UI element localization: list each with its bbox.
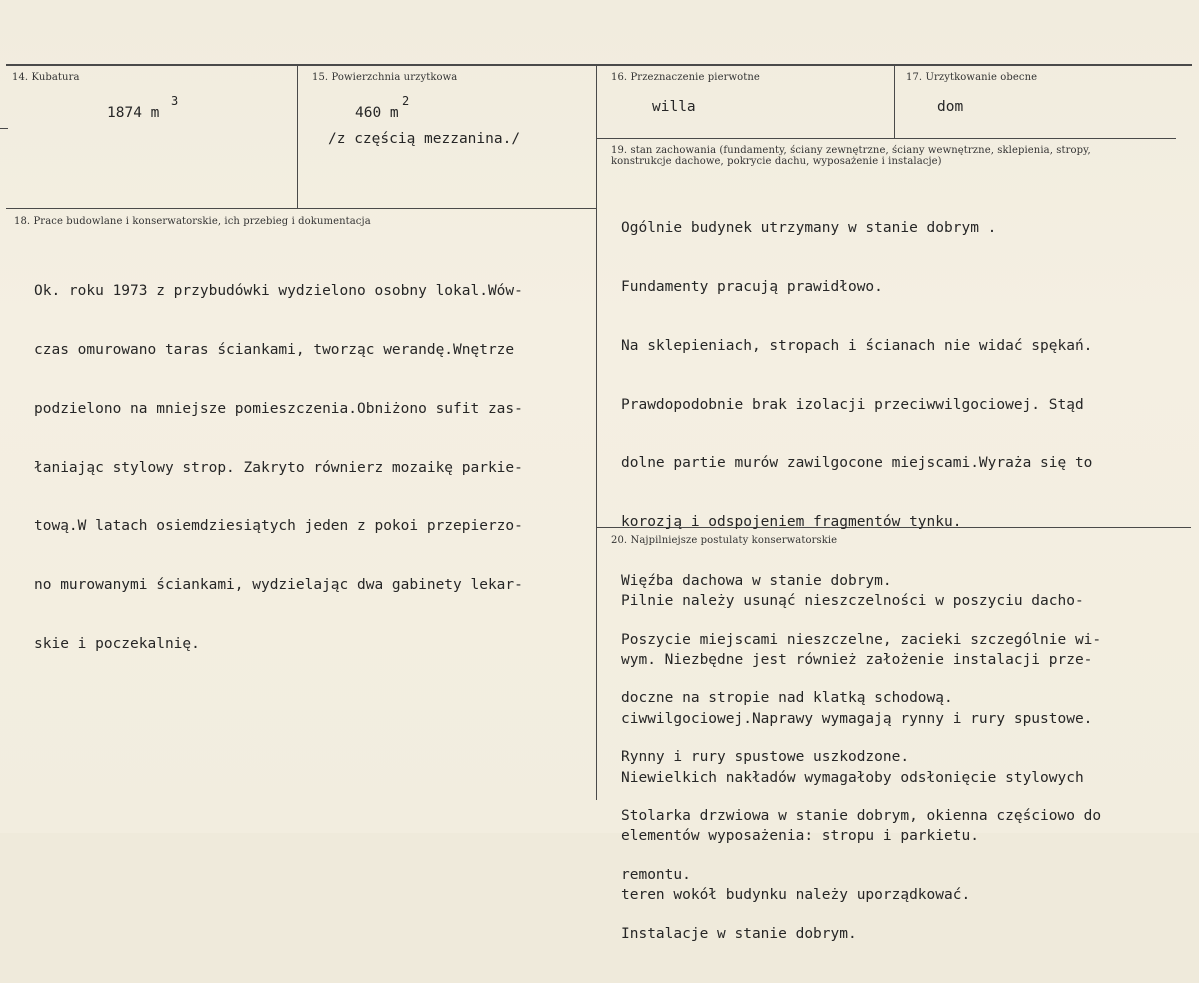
field-19-line: Ogólnie budynek utrzymany w stanie dobrym . (621, 220, 997, 237)
field-19-line: Rynny i rury spustowe uszkodzone. (621, 749, 910, 766)
rule-under-14-15 (6, 208, 597, 209)
field-17-value: dom (937, 99, 964, 115)
left-edge-mark (0, 128, 8, 129)
divider-16-17 (894, 65, 895, 138)
field-19-line: Więźba dachowa w stanie dobrym. (621, 572, 892, 589)
field-20-label: 20. Najpilniejsze postulaty konserwatorskie (611, 535, 838, 546)
top-rule (6, 64, 1192, 66)
field-14-value: 1874 m (107, 105, 160, 121)
field-19-line: Na sklepieniach, stropach i ścianach nie widać spękań. (621, 337, 1093, 354)
field-18-label: 18. Prace budowlane i konserwatorskie, ich przebieg i dokumentacja (14, 216, 371, 227)
field-14-label: 14. Kubatura (12, 72, 80, 83)
divider-15-16 (596, 65, 597, 800)
field-15-value: 460 m (355, 105, 399, 121)
field-15-note: /z częścią mezzanina./ (328, 131, 521, 147)
field-20-line: ciwwilgociowej.Naprawy wymagają rynny i rury spustowe. (621, 710, 1093, 727)
field-19-line: Stolarka drzwiowa w stanie dobrym, okienna częściowo do (621, 808, 1102, 824)
field-19-line: korozją i odspojeniem fragmentów tynku. (621, 514, 962, 531)
field-19-line: Instalacje w stanie dobrym. (621, 925, 857, 942)
field-18-line: skie i poczekalnię. (34, 635, 200, 652)
field-16-label: 16. Przeznaczenie pierwotne (611, 72, 760, 83)
field-18-line: Ok. roku 1973 z przybudówki wydzielono osobny lokal.Wów- (34, 283, 523, 300)
field-20-line: wym. Niezbędne jest również założenie instalacji prze- (621, 651, 1093, 668)
field-16-value: willa (652, 99, 696, 115)
field-20-line: elementów wyposażenia: stropu i parkietu. (621, 828, 979, 845)
field-18-line: czas omurowano taras ściankami, tworząc werandę.Wnętrze (34, 341, 515, 358)
field-19-label-continued: konstrukcje dachowe, pokrycie dachu, wyposażenie i instalacje) (611, 156, 942, 167)
field-20-line: teren wokół budynku należy uporządkować. (621, 887, 971, 904)
rule-under-16-17 (596, 138, 1176, 139)
field-19-line: Poszycie miejscami nieszczelne, zacieki szczególnie wi- (621, 631, 1102, 648)
field-19-line: Fundamenty pracują prawidłowo. (621, 278, 883, 295)
field-19-label: 19. stan zachowania (fundamenty, ściany zewnętrzne, ściany wewnętrzne, sklepienia, stropy, (611, 145, 1091, 156)
field-18-line: podzielono na mniejsze pomieszczenia.Obniżono sufit zas- (34, 400, 523, 417)
field-19-line: Prawdopodobnie brak izolacji przeciwwilgociowej. Stąd (621, 396, 1084, 413)
field-20-line: Niewielkich nakładów wymagałoby odsłonięcie stylowych (621, 769, 1084, 786)
field-20-text (621, 553, 1092, 945)
field-19-line: dolne partie murów zawilgocone miejscami.Wyraża się to (621, 455, 1093, 472)
divider-14-15 (297, 65, 298, 208)
field-18-line: no murowanymi ściankami, wydzielając dwa gabinety lekar- (34, 577, 523, 594)
field-14-unit-superscript: 3 (171, 94, 179, 108)
field-17-label: 17. Urzytkowanie obecne (906, 72, 1038, 83)
field-18-line: łaniając stylowy strop. Zakryto równierz mozaikę parkie- (34, 459, 523, 476)
field-15-unit-superscript: 2 (402, 94, 410, 108)
field-18-line: tową.W latach osiemdziesiątych jeden z pokoi przepierzo- (34, 518, 523, 535)
field-19-line: doczne na stropie nad klatką schodową. (621, 690, 953, 707)
field-15-label: 15. Powierzchnia urzytkowa (312, 72, 458, 83)
field-18-text (34, 243, 523, 694)
field-20-line: Pilnie należy usunąć nieszczelności w poszyciu dacho- (621, 593, 1084, 610)
field-19-line: remontu. (621, 866, 691, 883)
